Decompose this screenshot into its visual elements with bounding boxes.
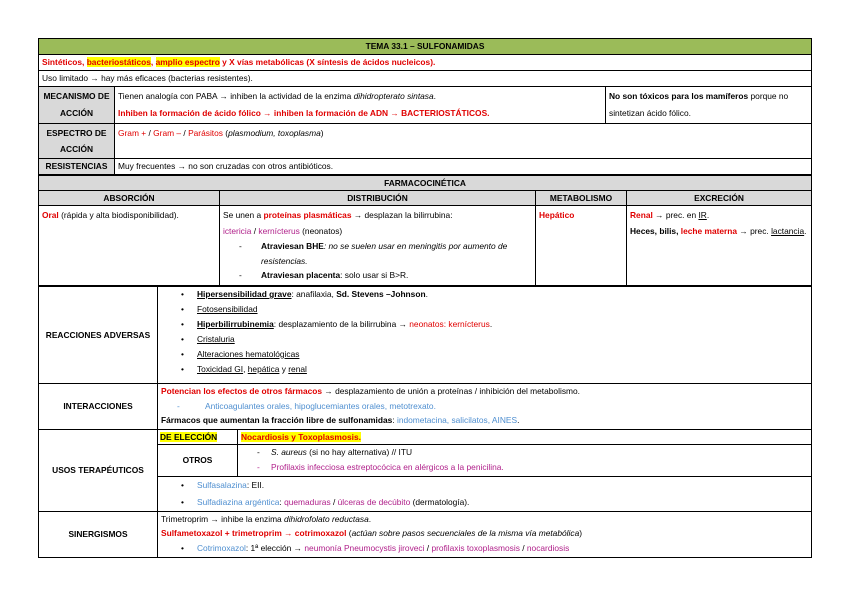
eleccion-label: DE ELECCIÓN bbox=[158, 430, 238, 445]
distribucion-header: DISTRIBUCIÓN bbox=[220, 191, 536, 206]
mecanismo-label: MECANISMO DE ACCIÓN bbox=[39, 87, 115, 124]
list-item: • Alteraciones hematológicas bbox=[197, 347, 808, 362]
reacciones-cell bbox=[158, 287, 812, 384]
farmacocinetica-table bbox=[38, 175, 812, 286]
list-item: • Cristaluria bbox=[197, 332, 808, 347]
metabolismo-cell: Hepático bbox=[536, 206, 627, 286]
sinergismos-label: SINERGISMOS bbox=[39, 511, 158, 557]
list-item: • Hiperbilirrubinemia: desplazamiento de la bilirrubina → neonatos: kernícterus. bbox=[197, 317, 808, 332]
interacciones-label: INTERACCIONES bbox=[39, 384, 158, 430]
intro-line-1: Sintéticos, bacteriostáticos, amplio espectro y X vías metabólicas (X síntesis de ácidos nucleicos). bbox=[39, 55, 812, 71]
resistencias-text: Muy frecuentes → no son cruzadas con otros antibióticos. bbox=[115, 159, 812, 175]
sulfasalazina-cell bbox=[158, 477, 812, 494]
mecanismo-note: No son tóxicos para los mamíferos porque no sintetizan ácido fólico. bbox=[606, 87, 812, 124]
interacciones-cell: Potencian los efectos de otros fármacos → desplazamiento de unión a proteínas / inhibición del metabolismo. - Anticoagulantes orales, hipoglucemiantes orales, metotrexato. Fármacos que aumentan la fracción libre de sulfonamidas: indometacina, salicilatos, AINES. bbox=[158, 384, 812, 430]
sinergismos-cell: Trimetroprim → inhibe la enzima dihidrofolato reductasa. Sulfametoxazol + trimetroprim → cotrimoxazol (actúan sobre pasos secuenciales de la misma vía metabólica) • Cotrimoxazol: 1ª elección → neumonía Pneumocystis jiroveci / profilaxis toxoplasmosis / nocardiosis bbox=[158, 511, 812, 557]
metabolismo-header: METABOLISMO bbox=[536, 191, 627, 206]
page-title: TEMA 33.1 – SULFONAMIDAS bbox=[39, 39, 812, 55]
list-item: • Fotosensibilidad bbox=[197, 302, 808, 317]
clinical-table bbox=[38, 286, 812, 558]
list-item: • Hipersensibilidad grave: anafilaxia, Sd. Stevens –Johnson. bbox=[197, 287, 808, 302]
excrecion-header: EXCRECIÓN bbox=[627, 191, 812, 206]
excrecion-cell: Renal → prec. en IR. Heces, bilis, leche materna → prec. lactancia. bbox=[627, 206, 812, 286]
espectro-label: ESPECTRO DE ACCIÓN bbox=[39, 124, 115, 159]
resistencias-label: RESISTENCIAS bbox=[39, 159, 115, 175]
list-item: • Sulfasalazina: EII. bbox=[197, 478, 808, 493]
usos-label: USOS TERAPÉUTICOS bbox=[39, 430, 158, 512]
otros-cell: - S. aureus (si no hay alternativa) // ITU - Profilaxis infecciosa estreptocócica en alérgicos a la penicilina. bbox=[238, 445, 812, 477]
espectro-text: Gram + / Gram – / Parásitos (plasmodium, toxoplasma) bbox=[115, 124, 812, 159]
mecanismo-text: Tienen analogía con PABA → inhiben la actividad de la enzima dihidropterato sintasa. Inhiben la formación de ácido fólico → inhiben la formación de ADN → BACTERIOSTÁTICOS. bbox=[115, 87, 606, 124]
intro-line-2: Uso limitado → hay más eficaces (bacterias resistentes). bbox=[39, 71, 812, 87]
list-item: • Cotrimoxazol: 1ª elección → neumonía Pneumocystis jiroveci / profilaxis toxoplasmosis / nocardiosis bbox=[197, 541, 808, 556]
distribucion-cell: Se unen a proteínas plasmáticas → desplazan la bilirrubina: ictericia / kernícterus (neonatos) - Atraviesan BHE: no se suelen usar en meningitis por aumento de resistencias. - Atraviesan placenta: solo usar si B>R. bbox=[220, 206, 536, 286]
farmacocinetica-title: FARMACOCINÉTICA bbox=[39, 176, 812, 191]
otros-label: OTROS bbox=[158, 445, 238, 477]
list-item: • Sulfadiazina argéntica: quemaduras / úlceras de decúbito (dermatología). bbox=[197, 495, 808, 510]
reacciones-label: REACCIONES ADVERSAS bbox=[39, 287, 158, 384]
list-item: • Toxicidad GI, hepática y renal bbox=[197, 362, 808, 377]
absorcion-header: ABSORCIÓN bbox=[39, 191, 220, 206]
eleccion-text: Nocardiosis y Toxoplasmosis. bbox=[238, 430, 812, 445]
sulfonamidas-document bbox=[38, 38, 811, 558]
absorcion-cell: Oral (rápida y alta biodisponibilidad). bbox=[39, 206, 220, 286]
main-table bbox=[38, 38, 812, 175]
sulfadiazina-cell bbox=[158, 494, 812, 511]
